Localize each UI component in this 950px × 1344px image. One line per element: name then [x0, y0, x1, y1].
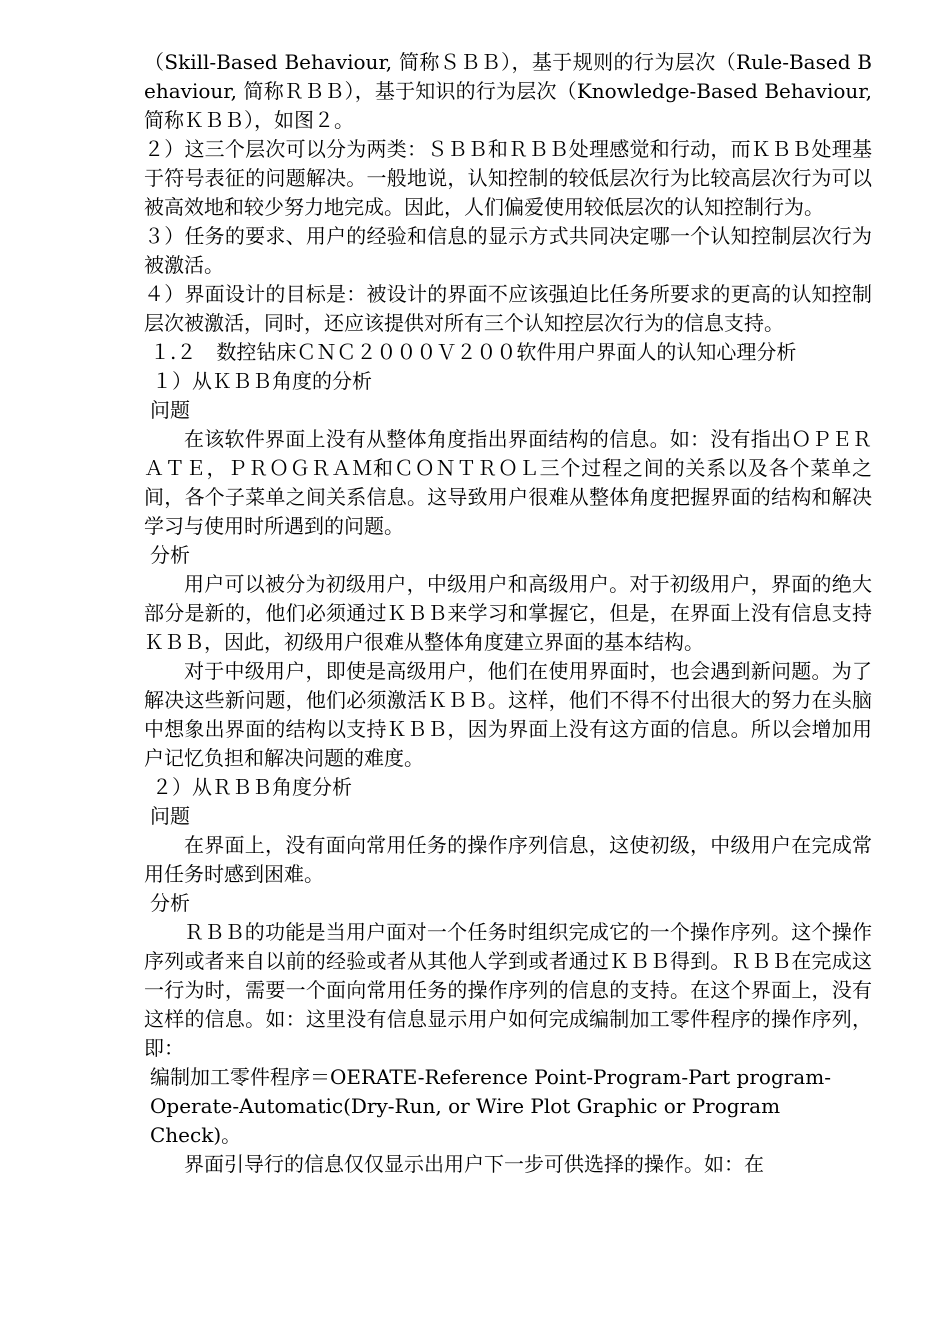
paragraph-kbb-problem: 在该软件界面上没有从整体角度指出界面结构的信息。如：没有指出ＯＰＥＲＡＴＥ，ＰＲＯＧＲＡＭ和ＣＯＮＴＲＯＬ三个过程之间的关系以及各个菜单之间，各个子菜单之间关系信息。这导致用户很难从整体角度把握界面的结构和解决学习与使用时所遇到的问题。	[144, 427, 872, 538]
paragraph-kbb-analysis-beginner: 用户可以被分为初级用户，中级用户和高级用户。对于初级用户，界面的绝大部分是新的，他们必须通过ＫＢＢ来学习和掌握它，但是，在界面上没有信息支持ＫＢＢ，因此，初级用户很难从整体角度建立界面的基本结构。	[144, 572, 872, 654]
paragraph-kbb-analysis-intermediate: 对于中级用户，即使是高级用户，他们在使用界面时，也会遇到新问题。为了解决这些新问题，他们必须激活ＫＢＢ。这样，他们不得不付出很大的努力在头脑中想象出界面的结构以支持ＫＢＢ，因为界面上没有这方面的信息。所以会增加用户记忆负担和解决问题的难度。	[144, 659, 872, 770]
paragraph-point-3: ３）任务的要求、用户的经验和信息的显示方式共同决定哪一个认知控制层次行为被激活。	[144, 224, 872, 277]
label-problem-rbb: 问题	[150, 804, 190, 828]
paragraph-point-4: ４）界面设计的目标是：被设计的界面不应该强迫比任务所要求的更高的认知控制层次被激活，同时，还应该提供对所有三个认知控层次行为的信息支持。	[144, 282, 872, 335]
label-analysis-rbb: 分析	[150, 891, 190, 915]
paragraph-guide-line: 界面引导行的信息仅仅显示出用户下一步可供选择的操作。如：在	[184, 1152, 764, 1176]
subsection-kbb-analysis: １）从ＫＢＢ角度的分析	[152, 369, 372, 393]
paragraph-rbb-analysis: ＲＢＢ的功能是当用户面对一个任务时组织完成它的一个操作序列。这个操作序列或者来自以前的经验或者从其他人学到或者通过ＫＢＢ得到。ＲＢＢ在完成这一行为时，需要一个面向常用任务的操作序列的信息的支持。在这个界面上，没有这样的信息。如：这里没有信息显示用户如何完成编制加工零件程序的操作序列，即：	[144, 920, 872, 1060]
label-analysis-kbb: 分析	[150, 543, 190, 567]
label-problem-kbb: 问题	[150, 398, 190, 422]
paragraph-point-2: ２）这三个层次可以分为两类：ＳＢＢ和ＲＢＢ处理感觉和行动，而ＫＢＢ处理基于符号表征的问题解决。一般地说，认知控制的较低层次行为比较高层次行为可以被高效地和较少努力地完成。因此，人们偏爱使用较低层次的认知控制行为。	[144, 137, 872, 219]
paragraph-operation-sequence: 编制加工零件程序＝OERATE-Reference Point-Program-Part program-Operate-Automatic(Dry-Run, or Wire Plot Graphic or Program Check)。	[150, 1065, 831, 1147]
document-body	[144, 48, 872, 1179]
section-heading-1-2: １.２ 数控钻床ＣＮＣ２０００Ｖ２００软件用户界面人的认知心理分析	[150, 340, 797, 364]
paragraph-rbb-problem: 在界面上，没有面向常用任务的操作序列信息，这使初级，中级用户在完成常用任务时感到困难。	[144, 833, 872, 886]
subsection-rbb-analysis: ２）从ＲＢＢ角度分析	[152, 775, 352, 799]
paragraph-behaviour-levels: （Skill-Based Behaviour, 简称ＳＢＢ），基于规则的行为层次（Rule-Based Behaviour, 简称ＲＢＢ），基于知识的行为层次（Knowledge-Based Behaviour, 简称ＫＢＢ），如图２。	[144, 50, 872, 132]
